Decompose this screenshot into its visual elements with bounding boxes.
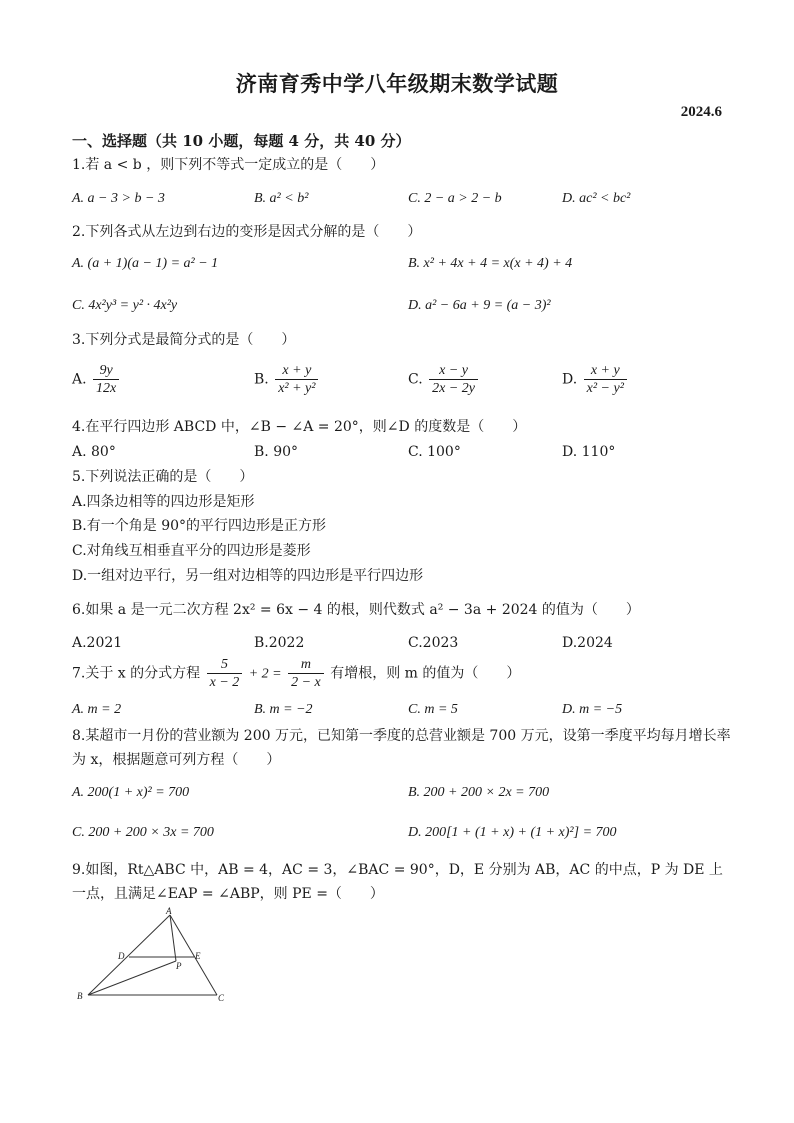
fraction — [275, 362, 318, 397]
question-8-option-d: D. 200[1 + (1 + x) + (1 + x)²] = 700 — [408, 825, 617, 840]
question-3-option-d — [562, 362, 629, 397]
section-heading: 一、选择题（共 10 小题，每题 4 分，共 40 分） — [72, 132, 411, 150]
segment-bp — [88, 961, 176, 995]
fraction — [207, 656, 243, 691]
option-label: B. — [254, 371, 269, 388]
fraction — [429, 362, 478, 397]
segment-ac — [170, 915, 217, 995]
question-8-option-b: B. 200 + 200 × 2x = 700 — [408, 785, 550, 800]
question-9-stem-line2: 一点，且满足∠EAP = ∠ABP，则 PE =（ ） — [72, 886, 384, 902]
question-6-option-a: A.2021 — [72, 635, 123, 651]
question-5-option-d: D.一组对边平行，另一组对边相等的四边形是平行四边形 — [72, 568, 424, 584]
option-label: D. — [562, 371, 578, 388]
question-2-option-d: D. a² − 6a + 9 = (a − 3)² — [408, 298, 551, 313]
question-5-stem: 5.下列说法正确的是（ ） — [72, 469, 254, 485]
question-4-option-c: C. 100° — [408, 444, 461, 460]
question-3-stem: 3.下列分式是最简分式的是（ ） — [72, 332, 296, 348]
question-5-option-a: A.四条边相等的四边形是矩形 — [72, 494, 255, 510]
fraction — [288, 656, 324, 691]
fraction-numerator: 9y — [99, 363, 113, 378]
question-8-option-c: C. 200 + 200 × 3x = 700 — [72, 825, 214, 840]
question-6-option-d: D.2024 — [562, 635, 613, 651]
question-3-option-a — [72, 362, 121, 397]
question-6-stem: 6.如果 a 是一元二次方程 2x² = 6x − 4 的根，则代数式 a² − 3a + 2024 的值为（ ） — [72, 602, 640, 618]
question-8-stem-line1: 8.某超市一月份的营业额为 200 万元，已知第一季度的总营业额是 700 万元，设第一季度平均每月增长率 — [72, 728, 731, 744]
question-3-option-b — [254, 362, 320, 397]
fraction-denominator: 2x − 2y — [429, 379, 478, 397]
question-7-option-b: B. m = −2 — [254, 702, 313, 717]
label-b: B — [77, 991, 83, 1001]
fraction-denominator: x − 2 — [207, 673, 243, 691]
question-7-option-c: C. m = 5 — [408, 702, 458, 717]
question-7-option-d: D. m = −5 — [562, 702, 623, 717]
question-1-stem: 1.若 a < b ，则下列不等式一定成立的是（ ） — [72, 157, 385, 173]
fraction-numerator: x + y — [282, 363, 312, 378]
question-4-option-b: B. 90° — [254, 444, 299, 460]
stem-text: + 2 = — [248, 666, 282, 682]
fraction-numerator: x + y — [590, 363, 620, 378]
exam-date: 2024.6 — [680, 104, 722, 120]
question-1-option-a: A. a − 3 > b − 3 — [72, 191, 165, 206]
question-1-option-c: C. 2 − a > 2 − b — [408, 191, 502, 206]
fraction-denominator: 2 − x — [288, 673, 324, 691]
question-2-option-b: B. x² + 4x + 4 = x(x + 4) + 4 — [408, 256, 573, 271]
question-4-stem: 4.在平行四边形 ABCD 中，∠B − ∠A = 20°，则∠D 的度数是（ ） — [72, 419, 527, 435]
question-8-option-a: A. 200(1 + x)² = 700 — [72, 785, 190, 800]
question-6-option-b: B.2022 — [254, 635, 305, 651]
question-4-option-d: D. 110° — [562, 444, 616, 460]
triangle-figure — [72, 905, 242, 1005]
segment-ab — [88, 915, 170, 995]
label-d: D — [118, 951, 125, 961]
label-p: P — [176, 961, 182, 971]
question-1-option-b: B. a² < b² — [254, 191, 309, 206]
option-label: C. — [408, 371, 423, 388]
question-2-option-c: C. 4x²y³ = y² · 4x²y — [72, 298, 178, 313]
question-5-option-c: C.对角线互相垂直平分的四边形是菱形 — [72, 543, 311, 559]
label-a: A — [166, 906, 172, 916]
fraction-numerator: 5 — [220, 657, 228, 672]
question-7-option-a: A. m = 2 — [72, 702, 122, 717]
stem-text: 有增根，则 m 的值为（ ） — [330, 665, 521, 682]
question-2-stem: 2.下列各式从左边到右边的变形是因式分解的是（ ） — [72, 224, 422, 240]
question-9-stem-line1: 9.如图，Rt△ABC 中，AB = 4，AC = 3，∠BAC = 90°，D，E 分别为 AB，AC 的中点，P 为 DE 上 — [72, 862, 723, 878]
label-e: E — [195, 951, 201, 961]
question-6-option-c: C.2023 — [408, 635, 459, 651]
label-c: C — [218, 993, 225, 1003]
question-2-option-a: A. (a + 1)(a − 1) = a² − 1 — [72, 256, 219, 271]
question-8-stem-line2: 为 x，根据题意可列方程（ ） — [72, 752, 281, 768]
fraction — [584, 362, 627, 397]
fraction-denominator: 12x — [93, 379, 119, 397]
stem-text: 7.关于 x 的分式方程 — [72, 665, 201, 682]
fraction — [93, 362, 119, 397]
fraction-numerator: m — [300, 657, 311, 672]
option-label: A. — [72, 371, 87, 388]
question-5-option-b: B.有一个角是 90°的平行四边形是正方形 — [72, 518, 327, 534]
question-3-option-c — [408, 362, 480, 397]
question-7-stem — [72, 656, 520, 691]
fraction-numerator: x − y — [439, 363, 468, 378]
question-1-option-d: D. ac² < bc² — [562, 191, 631, 206]
fraction-denominator: x² − y² — [584, 379, 627, 397]
segment-ap — [170, 915, 176, 961]
question-4-option-a: A. 80° — [72, 444, 116, 460]
fraction-denominator: x² + y² — [275, 379, 318, 397]
exam-title: 济南育秀中学八年级期末数学试题 — [235, 71, 559, 96]
